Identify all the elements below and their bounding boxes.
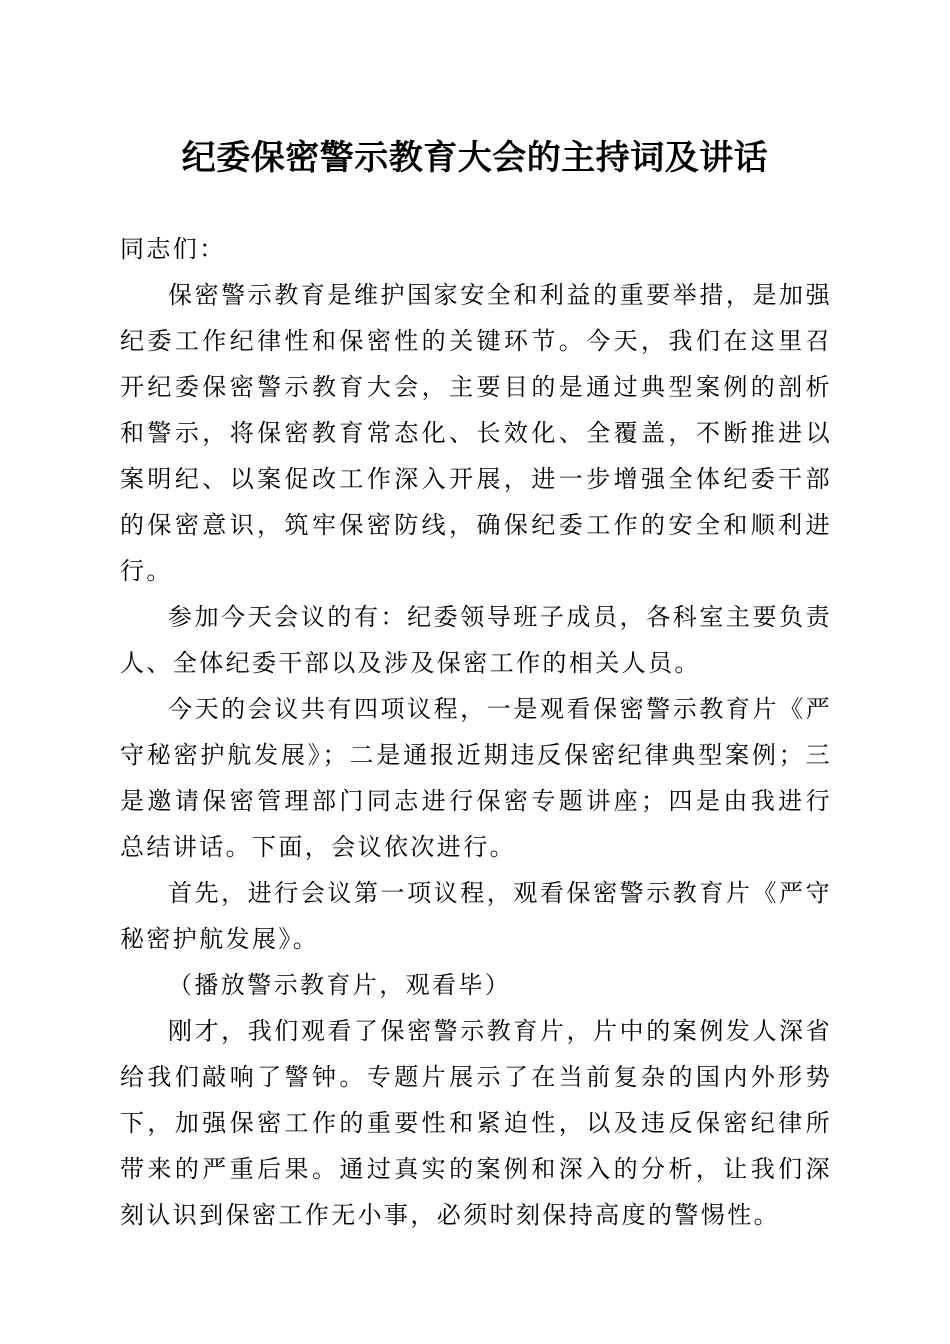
- salutation: 同志们：: [120, 235, 226, 263]
- document-title: 纪委保密警示教育大会的主持词及讲话: [181, 138, 769, 178]
- paragraph-agenda: 今天的会议共有四项议程，一是观看保密警示教育片《严守秘密护航发展》；二是通报近期违反保密纪律典型案例；三是邀请保密管理部门同志进行保密专题讲座；四是由我进行总结讲话。下面，会议依次进行。: [120, 695, 832, 861]
- paragraph-first-item: 首先，进行会议第一项议程，观看保密警示教育片《严守秘密护航发展》。: [120, 879, 832, 953]
- paragraph-purpose: 保密警示教育是维护国家安全和利益的重要举措，是加强纪委工作纪律性和保密性的关键环节。今天，我们在这里召开纪委保密警示教育大会，主要目的是通过典型案例的剖析和警示，将保密教育常态化、长效化、全覆盖，不断推进以案明纪、以案促改工作深入开展，进一步增强全体纪委干部的保密意识，筑牢保密防线，确保纪委工作的安全和顺利进行。: [120, 281, 832, 585]
- paragraph-attendees: 参加今天会议的有：纪委领导班子成员，各科室主要负责人、全体纪委干部以及涉及保密工作的相关人员。: [120, 603, 832, 677]
- document-body: [120, 226, 832, 1238]
- paragraph-reflection: 刚才，我们观看了保密警示教育片，片中的案例发人深省给我们敲响了警钟。专题片展示了在当前复杂的国内外形势下，加强保密工作的重要性和紧迫性，以及违反保密纪律所带来的严重后果。通过真实的案例和深入的分析，让我们深刻认识到保密工作无小事，必须时刻保持高度的警惕性。: [120, 1017, 832, 1229]
- stage-direction: （播放警示教育片，观看毕）: [168, 971, 512, 999]
